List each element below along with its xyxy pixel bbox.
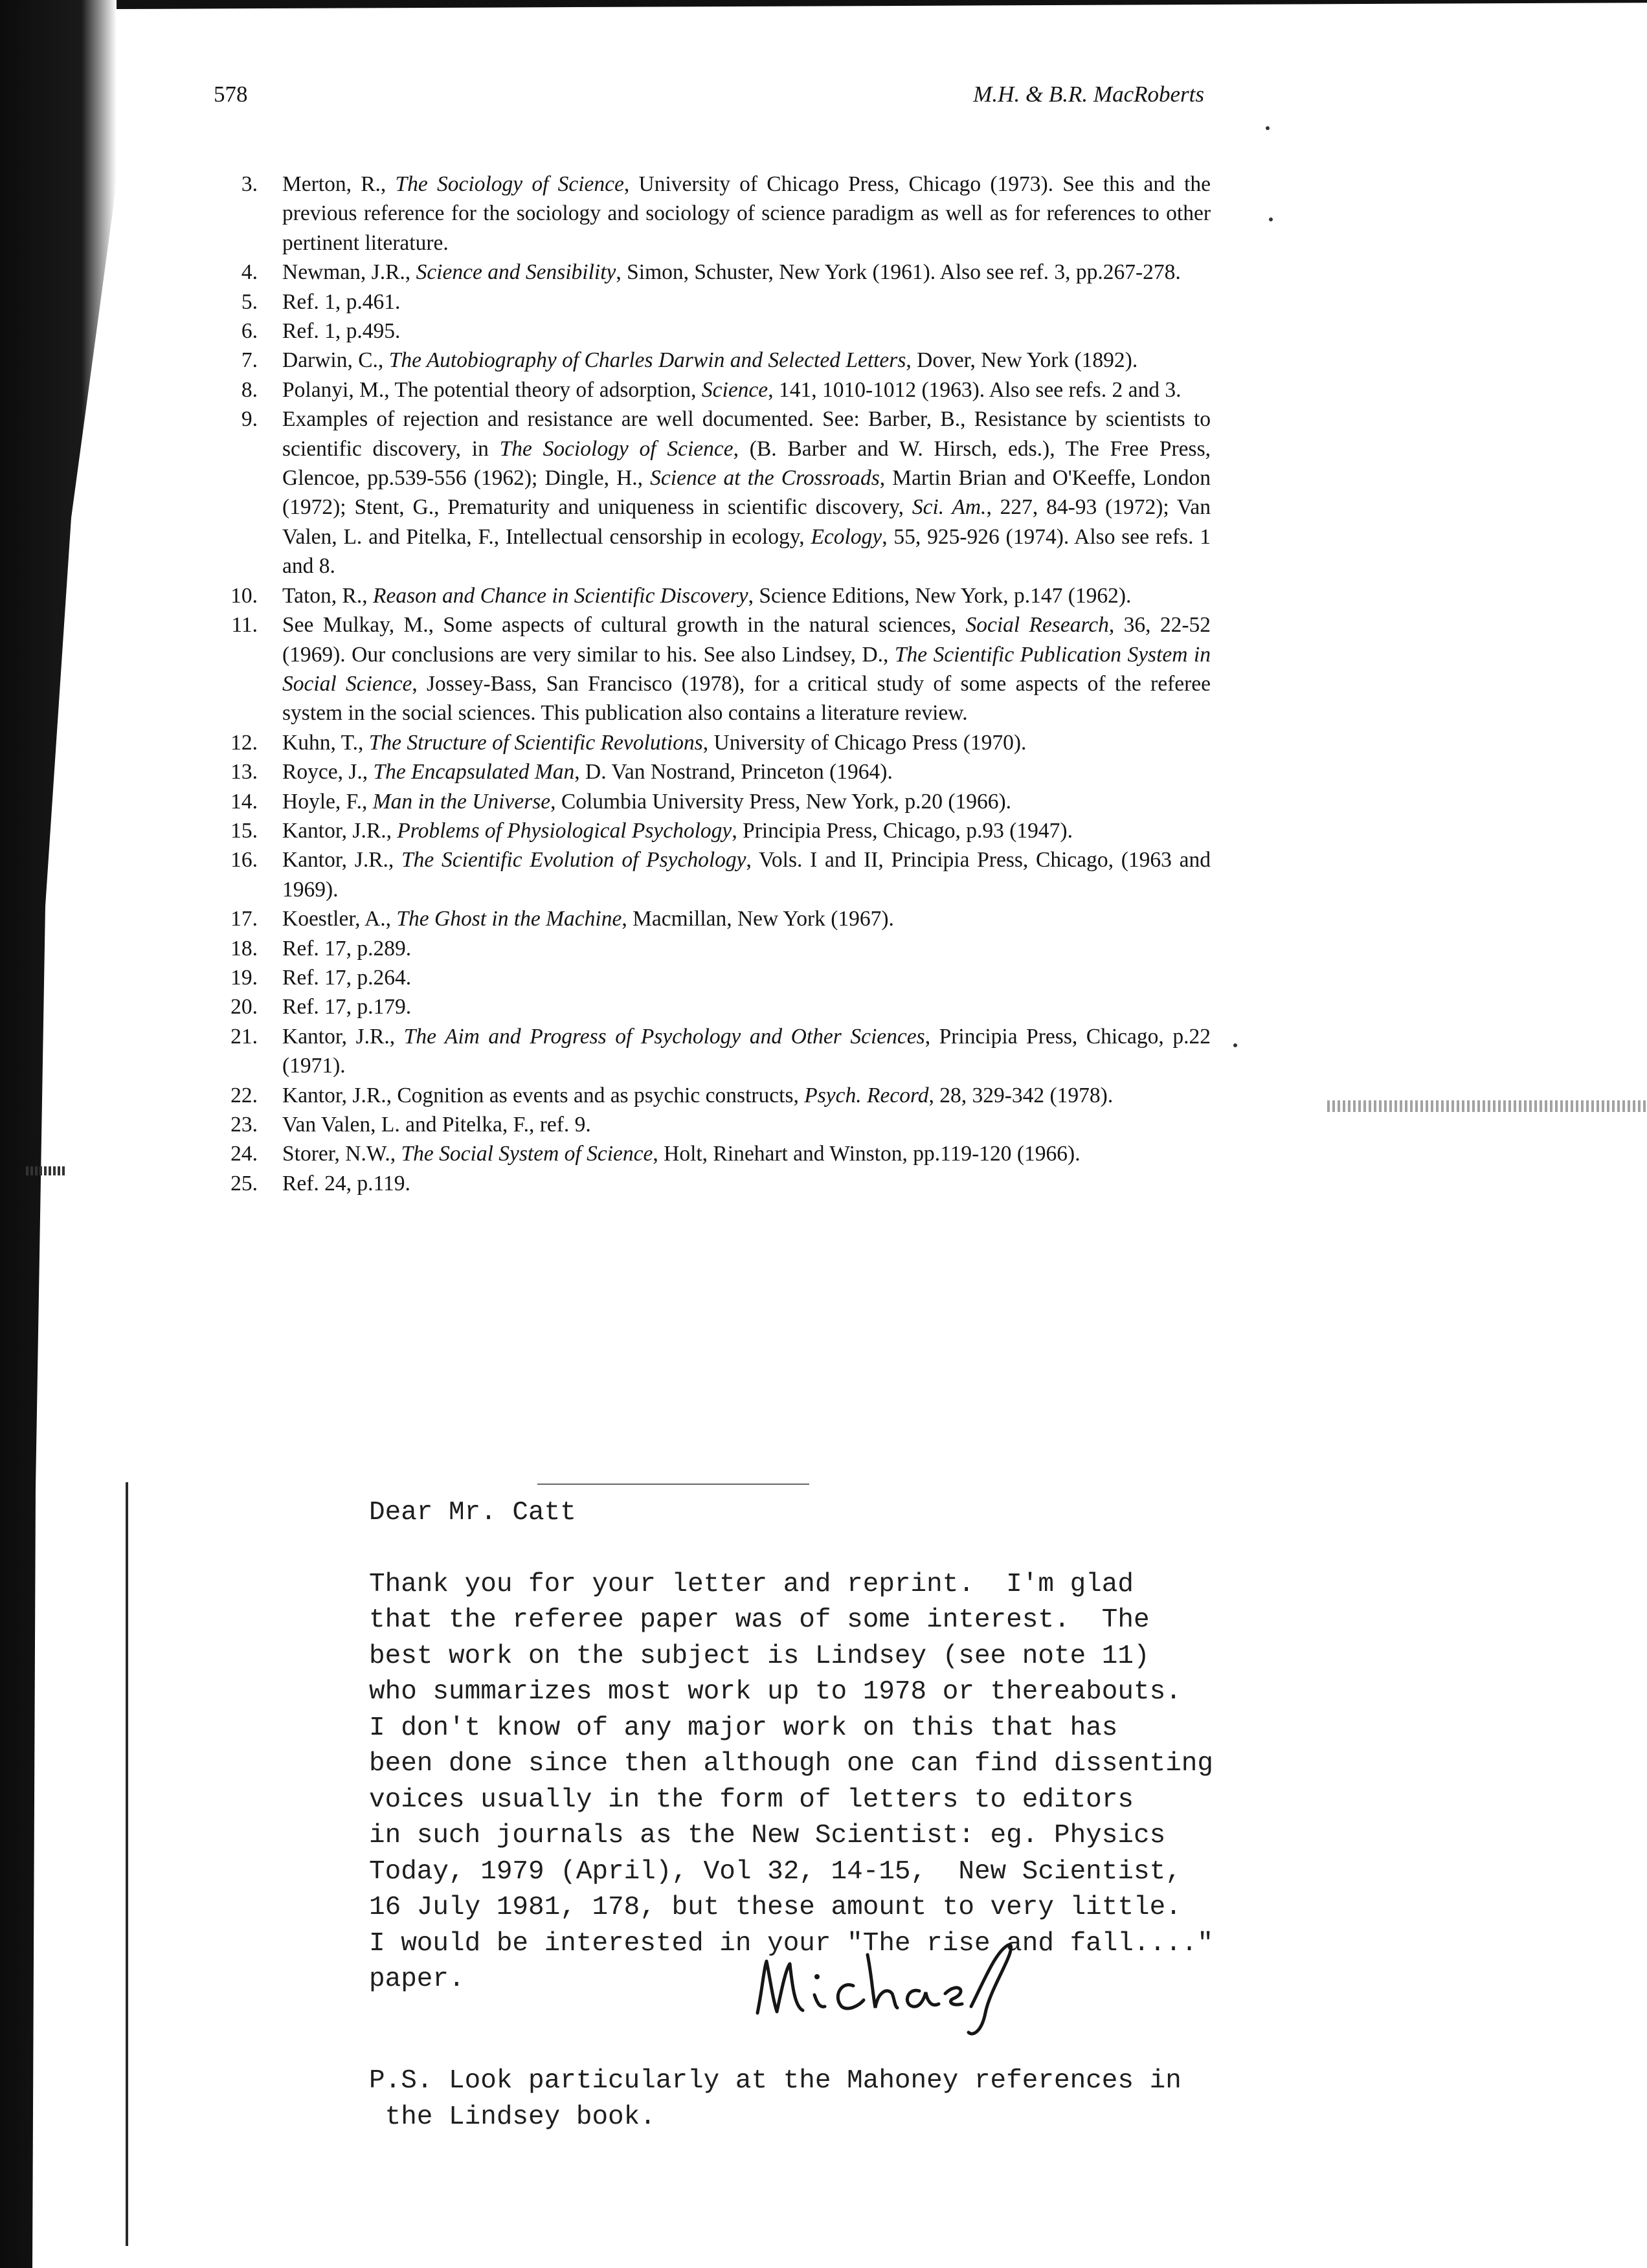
scan-speck	[1266, 126, 1270, 130]
reference-title: The Autobiography of Charles Darwin and Selected Letters	[388, 348, 906, 373]
reference-title: Psych. Record	[804, 1083, 929, 1107]
reference-item	[214, 934, 1211, 963]
reference-text: Kantor, J.R.,	[282, 848, 402, 873]
reference-title: Social Research	[965, 613, 1109, 638]
reference-text: Kantor, J.R.,	[282, 1024, 404, 1049]
letter-line: voices usually in the form of letters to editors	[369, 1784, 1134, 1815]
letter-line: Thank you for your letter and reprint. I'm glad	[369, 1569, 1134, 1599]
reference-number: 9.	[241, 407, 258, 432]
reference-text: Kuhn, T.,	[282, 730, 369, 755]
reference-item	[214, 816, 1211, 845]
reference-title: Science	[701, 377, 768, 402]
reference-text: , Martin Brian and O'Keeffe, London (1972); Stent, G., Prematurity and uniqueness in scientific discovery,	[282, 466, 1211, 520]
reference-text: Polanyi, M., The potential theory of adsorption,	[282, 377, 702, 402]
reference-title: The Structure of Scientific Revolutions	[368, 730, 703, 755]
reference-number: 14.	[230, 789, 258, 814]
reference-item	[214, 170, 1211, 258]
letter-line: paper.	[369, 1964, 465, 1994]
page-number: 578	[214, 82, 248, 107]
reference-list	[214, 170, 1211, 1198]
reference-text: Ref. 1, p.495.	[282, 319, 401, 344]
reference-title: The Ghost in the Machine	[396, 907, 622, 931]
reference-number: 12.	[230, 730, 258, 755]
margin-rule	[126, 1482, 128, 2246]
reference-item	[214, 258, 1211, 287]
reference-title: The Sociology of Science	[395, 172, 624, 196]
reference-title: Ecology	[811, 524, 882, 549]
reference-title: Reason and Chance in Scientific Discovery	[373, 583, 748, 608]
reference-item	[214, 581, 1211, 610]
reference-item	[214, 757, 1211, 786]
reference-title: The Aim and Progress of Psychology and Other Sciences	[403, 1024, 925, 1049]
reference-number: 25.	[230, 1171, 258, 1195]
reference-text: Ref. 17, p.289.	[282, 936, 412, 961]
reference-text: , University of Chicago Press (1970).	[702, 730, 1027, 755]
reference-title: The Sociology of Science	[499, 436, 734, 461]
reference-text: , (B. Barber and W. Hirsch, eds.), The Free Press, Glencoe, pp.539-556 (1962); Dingle, H.,	[282, 436, 1211, 491]
reference-text: Koestler, A.,	[282, 907, 397, 931]
reference-title: Problems of Physiological Psychology	[397, 818, 732, 843]
reference-number: 23.	[230, 1113, 258, 1137]
postscript-line: the Lindsey book.	[369, 2102, 656, 2132]
reference-text: , D. Van Nostrand, Princeton (1964).	[574, 760, 893, 784]
typed-letter	[369, 1495, 1262, 1998]
reference-text: Royce, J.,	[282, 760, 374, 784]
reference-item	[214, 1139, 1211, 1168]
reference-text: Ref. 24, p.119.	[282, 1171, 410, 1195]
reference-title: The Scientific Publication System in Social Science	[282, 642, 1211, 696]
reference-number: 13.	[230, 760, 258, 784]
letter-line: that the referee paper was of some interest. The	[369, 1605, 1150, 1635]
reference-text: , Principia Press, Chicago, p.22 (1971).	[282, 1024, 1211, 1078]
reference-text: , Science Editions, New York, p.147 (1962).	[748, 583, 1132, 608]
reference-text: Van Valen, L. and Pitelka, F., ref. 9.	[282, 1113, 591, 1137]
scan-artifact-hatch	[1327, 1100, 1647, 1112]
reference-text: Taton, R.,	[282, 583, 374, 608]
handwritten-signature	[745, 1935, 1029, 2039]
reference-item	[214, 845, 1211, 904]
reference-number: 4.	[241, 260, 258, 285]
reference-title: Science at the Crossroads	[650, 466, 880, 491]
section-divider	[537, 1484, 809, 1485]
reference-text: Ref. 1, p.461.	[282, 289, 401, 314]
reference-text: Ref. 17, p.179.	[282, 995, 412, 1019]
reference-text: Merton, R.,	[282, 172, 396, 196]
reference-text: , 28, 329-342 (1978).	[928, 1083, 1114, 1107]
reference-text: , Holt, Rinehart and Winston, pp.119-120 (1966).	[653, 1142, 1081, 1166]
reference-number: 21.	[230, 1024, 258, 1049]
letter-body	[369, 1567, 1262, 1998]
letter-line: in such journals as the New Scientist: eg. Physics	[369, 1821, 1166, 1851]
letter-line: Today, 1979 (April), Vol 32, 14-15, New Scientist,	[369, 1856, 1182, 1887]
letter-line: I don't know of any major work on this that has	[369, 1713, 1118, 1743]
reference-item	[214, 728, 1211, 757]
reference-number: 15.	[230, 818, 258, 843]
reference-number: 24.	[230, 1142, 258, 1166]
reference-title: Sci. Am.	[912, 495, 987, 520]
reference-item	[214, 405, 1211, 581]
reference-text: , Macmillan, New York (1967).	[622, 907, 894, 931]
reference-text: Storer, N.W.,	[282, 1142, 401, 1166]
reference-text: Kantor, J.R.,	[282, 818, 398, 843]
reference-item	[214, 287, 1211, 317]
running-header-authors: M.H. & B.R. MacRoberts	[973, 82, 1204, 107]
reference-text: , Simon, Schuster, New York (1961). Also see ref. 3, pp.267-278.	[616, 260, 1181, 285]
reference-number: 6.	[241, 319, 258, 344]
reference-number: 5.	[241, 289, 258, 314]
reference-item	[214, 963, 1211, 992]
reference-number: 17.	[230, 907, 258, 931]
reference-number: 20.	[230, 995, 258, 1019]
reference-text: , University of Chicago Press, Chicago (1973). See this and the previous reference for the sociology and sociology of science paradigm as well as for references to other pertinent literature.	[282, 172, 1211, 255]
letter-line: been done since then although one can find dissenting	[369, 1749, 1214, 1779]
reference-title: Science and Sensibility	[416, 260, 616, 285]
reference-item	[214, 610, 1211, 728]
letter-line: 16 July 1981, 178, but these amount to very little.	[369, 1893, 1182, 1922]
letter-line: best work on the subject is Lindsey (see note 11)	[369, 1641, 1150, 1671]
reference-number: 8.	[241, 377, 258, 402]
reference-number: 18.	[230, 936, 258, 961]
reference-text: , Dover, New York (1892).	[906, 348, 1138, 373]
reference-item	[214, 1022, 1211, 1081]
letter-postscript	[369, 2063, 1275, 2135]
reference-item	[214, 1169, 1211, 1198]
reference-item	[214, 317, 1211, 346]
reference-text: Kantor, J.R., Cognition as events and as psychic constructs,	[282, 1083, 805, 1107]
letter-line: I would be interested in your "The rise and fall...."	[369, 1928, 1214, 1959]
scan-speck	[1269, 217, 1273, 221]
reference-item	[214, 375, 1211, 405]
reference-text: , 36, 22-52 (1969). Our conclusions are very similar to his. See also Lindsey, D.,	[282, 613, 1211, 667]
scan-edge-shadow	[0, 0, 117, 2268]
reference-number: 3.	[241, 172, 258, 196]
reference-text: Newman, J.R.,	[282, 260, 416, 285]
reference-text: Darwin, C.,	[282, 348, 389, 373]
reference-item	[214, 787, 1211, 816]
scan-top-edge	[117, 0, 1647, 9]
scan-artifact-mark	[26, 1166, 65, 1175]
reference-number: 7.	[241, 348, 258, 373]
reference-text: Hoyle, F.,	[282, 789, 373, 814]
reference-number: 19.	[230, 965, 258, 990]
reference-title: Man in the Universe	[372, 789, 551, 814]
reference-title: The Encapsulated Man	[373, 760, 575, 784]
postscript-line: P.S. Look particularly at the Mahoney references in	[369, 2066, 1182, 2096]
reference-text: , Columbia University Press, New York, p.20 (1966).	[550, 789, 1012, 814]
reference-item	[214, 1081, 1211, 1110]
reference-number: 10.	[230, 583, 258, 608]
reference-number: 11.	[231, 613, 258, 638]
scan-speck	[1233, 1043, 1237, 1047]
reference-item	[214, 904, 1211, 933]
reference-title: The Social System of Science	[401, 1142, 653, 1166]
reference-text: , Jossey-Bass, San Francisco (1978), for a critical study of some aspects of the referee system in the social sciences. This publication also contains a literature review.	[282, 671, 1211, 726]
reference-number: 16.	[230, 848, 258, 873]
reference-text: Ref. 17, p.264.	[282, 965, 412, 990]
reference-item	[214, 346, 1211, 375]
reference-text: See Mulkay, M., Some aspects of cultural growth in the natural sciences,	[282, 613, 966, 638]
reference-text: , 55, 925-926 (1974). Also see refs. 1 and 8.	[282, 524, 1211, 579]
letter-line: who summarizes most work up to 1978 or thereabouts.	[369, 1677, 1182, 1707]
reference-number: 22.	[230, 1083, 258, 1107]
reference-text: , Vols. I and II, Principia Press, Chicago, (1963 and 1969).	[282, 848, 1211, 902]
reference-item	[214, 1110, 1211, 1139]
reference-text: , 141, 1010-1012 (1963). Also see refs. 2 and 3.	[768, 377, 1182, 402]
letter-salutation: Dear Mr. Catt	[369, 1498, 576, 1528]
reference-text: , 227, 84-93 (1972); Van Valen, L. and Pitelka, F., Intellectual censorship in ecology,	[282, 495, 1211, 549]
reference-text: Examples of rejection and resistance are well documented. See: Barber, B., Resistance by scientists to scientific discovery, in	[282, 407, 1211, 461]
reference-item	[214, 992, 1211, 1021]
reference-title: The Scientific Evolution of Psychology	[401, 848, 746, 873]
reference-text: , Principia Press, Chicago, p.93 (1947).	[732, 818, 1073, 843]
